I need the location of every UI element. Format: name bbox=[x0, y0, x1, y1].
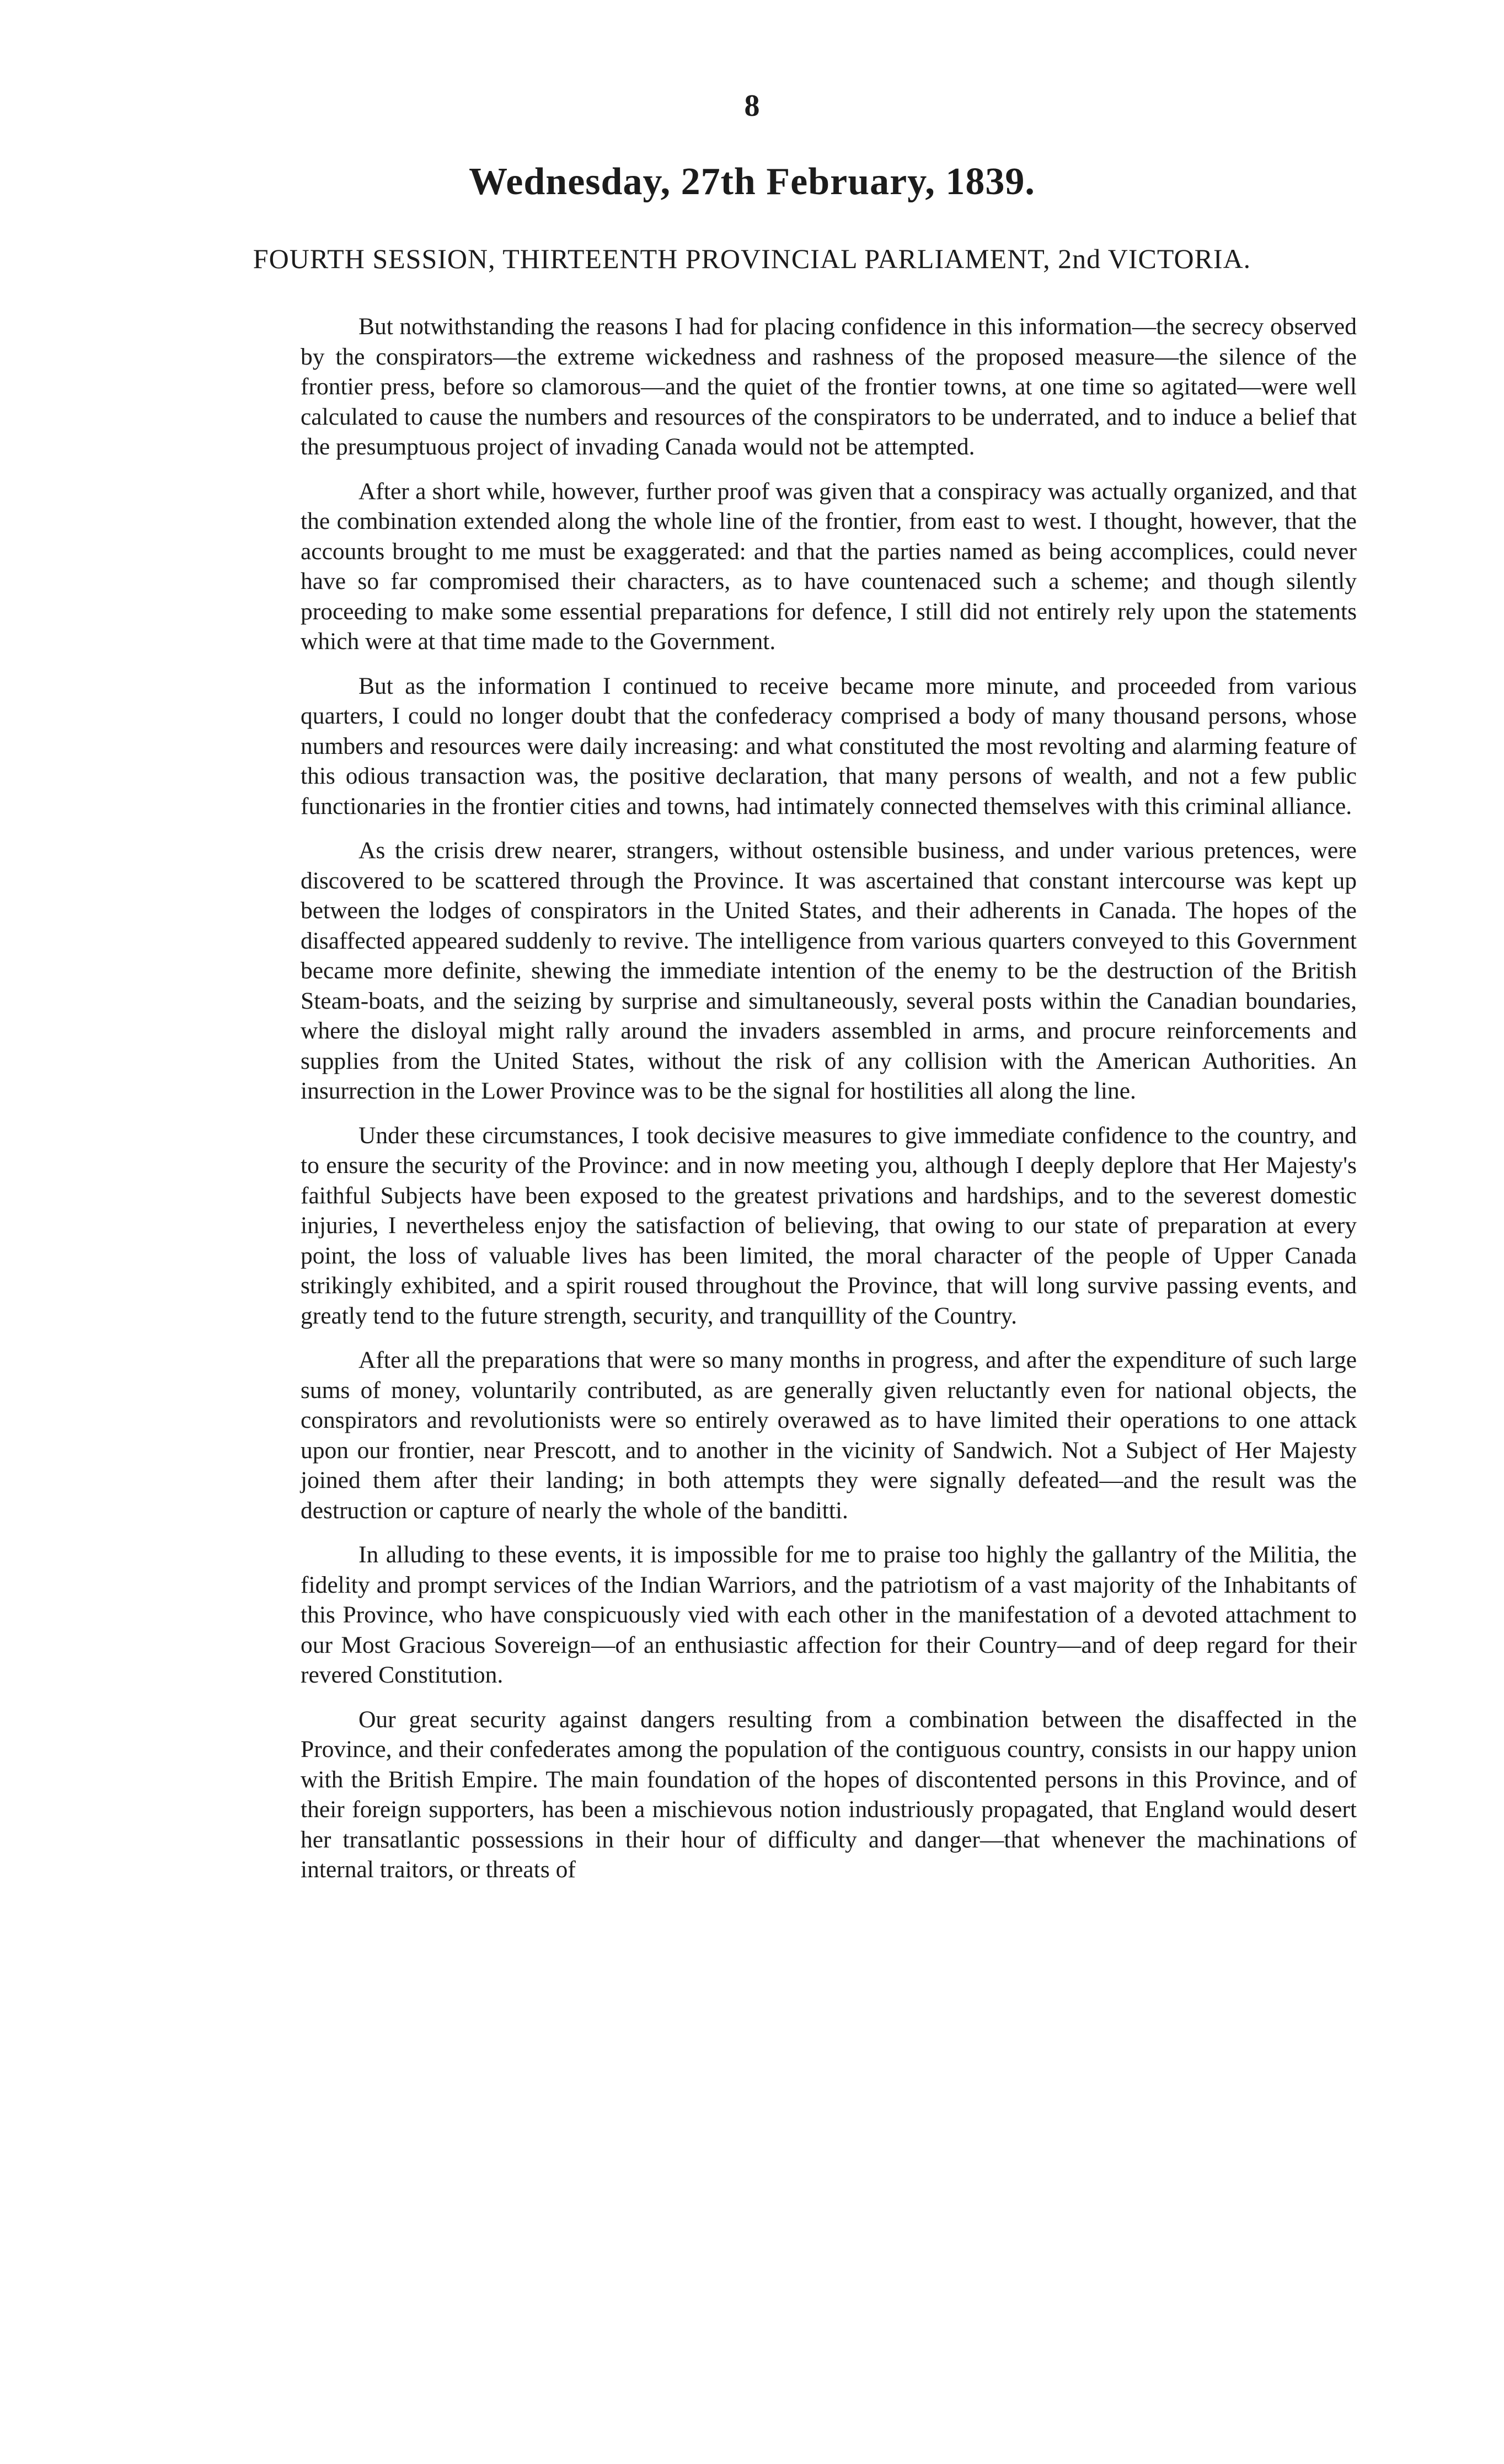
page-number: 8 bbox=[744, 89, 760, 123]
body-text bbox=[301, 312, 1357, 1899]
date-heading: Wednesday, 27th February, 1839. bbox=[469, 160, 1035, 203]
paragraph: In alluding to these events, it is impossible for me to praise too highly the gallantry of the Militia, the fidelity and prompt services of the Indian Warriors, and the patriotism of a vast majority of the Inhabitants of this Province, who have conspicuously vied with each other in the manifestation of a devoted attachment to our Most Gracious Sovereign—of an enthusiastic affection for their Country—and of deep regard for their revered Constitution. bbox=[301, 1541, 1357, 1688]
session-heading: FOURTH SESSION, THIRTEENTH PROVINCIAL PARLIAMENT, 2nd VICTORIA. bbox=[253, 243, 1251, 274]
paragraph: After a short while, however, further proof was given that a conspiracy was actually organized, and that the combination extended along the whole line of the frontier, from east to west. I thought, however, that the accounts brought to me must be exaggerated: and that the parties named as being accomplices, could never have so far compromised their characters, as to have countenaced such a scheme; and though silently proceeding to make some essential preparations for defence, I still did not entirely rely upon the statements which were at that time made to the Government. bbox=[301, 478, 1357, 655]
paragraph: Our great security against dangers resulting from a combination between the disaffected in the Province, and their confederates among the population of the contiguous country, consists in our happy union with the British Empire. The main foundation of the hopes of discontented persons in this Province, and of their foreign supporters, has been a mischievous notion industriously propagated, that England would desert her transatlantic possessions in their hour of difficulty and danger—that whenever the machinations of internal traitors, or threats of bbox=[301, 1706, 1357, 1883]
paragraph: But as the information I continued to receive became more minute, and proceeded from various quarters, I could no longer doubt that the confederacy comprised a body of many thousand persons, whose numbers and resources were daily increasing: and what constituted the most revolting and alarming feature of this odious transaction was, the positive declaration, that many persons of wealth, and not a few public functionaries in the frontier cities and towns, had intimately connected themselves with this criminal alliance. bbox=[301, 672, 1357, 819]
paragraph: Under these circumstances, I took decisive measures to give immediate confidence to the country, and to ensure the security of the Province: and in now meeting you, although I deeply deplore that Her Majesty's faithful Subjects have been exposed to the greatest privations and hardships, and to the severest domestic injuries, I nevertheless enjoy the satisfaction of believing, that owing to our state of preparation at every point, the loss of valuable lives has been limited, the moral character of the people of Upper Canada strikingly exhibited, and a spirit roused throughout the Province, that will long survive passing events, and greatly tend to the future strength, security, and tranquillity of the Country. bbox=[301, 1122, 1357, 1329]
paragraph: But notwithstanding the reasons I had for placing confidence in this information—the secrecy observed by the conspirators—the extreme wickedness and rashness of the proposed measure—the silence of the frontier press, before so clamorous—and the quiet of the frontier towns, at one time so agitated—were well calculated to cause the numbers and resources of the conspirators to be underrated, and to induce a belief that the presumptuous project of invading Canada would not be attempted. bbox=[301, 313, 1357, 460]
paragraph: After all the preparations that were so many months in progress, and after the expenditure of such large sums of money, voluntarily contributed, as are generally given reluctantly even for national objects, the conspirators and revolutionists were so entirely overawed as to have limited their operations to one attack upon our frontier, near Prescott, and to another in the vicinity of Sandwich. Not a Subject of Her Majesty joined them after their landing; in both attempts they were signally defeated—and the result was the destruction or capture of nearly the whole of the banditti. bbox=[301, 1347, 1357, 1524]
paragraph: As the crisis drew nearer, strangers, without ostensible business, and under various pretences, were discovered to be scattered through the Province. It was ascertained that constant intercourse was kept up between the lodges of conspirators in the United States, and their adherents in Canada. The hopes of the disaffected appeared suddenly to revive. The intelligence from various quarters conveyed to this Government became more definite, shewing the immediate intention of the enemy to be the destruction of the British Steam-boats, and the seizing by surprise and simultaneously, several posts within the Canadian boundaries, where the disloyal might rally around the invaders assembled in arms, and procure reinforcements and supplies from the United States, without the risk of any collision with the American Authorities. An insurrection in the Lower Province was to be the signal for hostilities all along the line. bbox=[301, 837, 1357, 1104]
